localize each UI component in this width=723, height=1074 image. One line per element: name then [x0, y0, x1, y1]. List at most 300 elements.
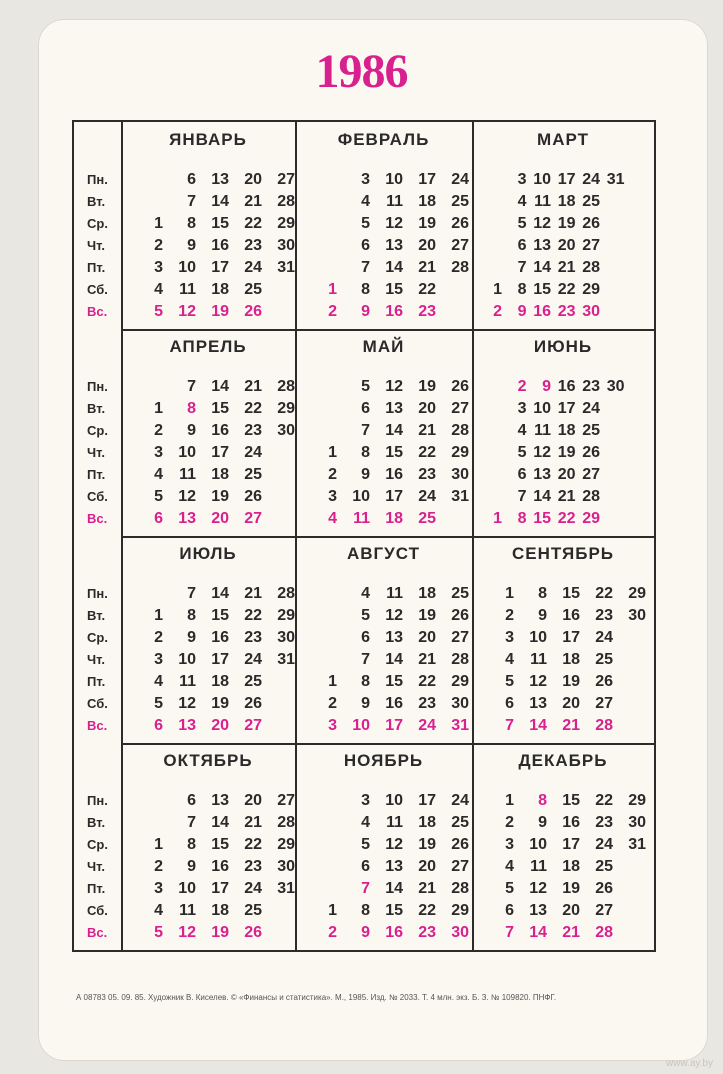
calendar-day: 23	[244, 629, 262, 646]
calendar-day: 26	[451, 607, 469, 624]
calendar-day: 5	[517, 444, 527, 461]
calendar-day: 3	[361, 171, 370, 188]
weekday-label: Ср.	[87, 216, 108, 231]
calendar-day: 12	[533, 215, 551, 232]
calendar-day: 30	[628, 607, 646, 624]
calendar-day: 30	[582, 303, 600, 320]
calendar-day: 17	[211, 259, 229, 276]
calendar-day: 27	[582, 237, 600, 254]
calendar-day: 16	[385, 466, 403, 483]
calendar-day: 9	[187, 858, 196, 875]
calendar-day: 18	[418, 814, 436, 831]
calendar-day: 27	[595, 902, 613, 919]
calendar-day: 27	[244, 717, 262, 734]
calendar-day: 1	[505, 792, 514, 809]
calendar-day: 3	[154, 444, 163, 461]
calendar-day: 21	[418, 651, 436, 668]
calendar-day: 6	[187, 792, 196, 809]
calendar-day: 17	[557, 400, 576, 417]
calendar-day: 15	[211, 836, 229, 853]
calendar-day: 24	[244, 880, 262, 897]
month-name: ОКТЯБРЬ	[163, 751, 253, 770]
calendar-day: 30	[277, 422, 295, 439]
calendar-day: 15	[385, 281, 403, 298]
calendar-day: 3	[517, 171, 527, 188]
calendar-day: 20	[211, 717, 229, 734]
calendar-day: 5	[517, 215, 527, 232]
calendar-day: 29	[451, 673, 469, 690]
calendar-day: 11	[179, 466, 196, 483]
calendar-day: 10	[352, 488, 370, 505]
calendar-day: 16	[562, 814, 580, 831]
month-name: ИЮНЬ	[533, 337, 593, 356]
grid-horizontal-line	[121, 536, 654, 538]
calendar-day: 6	[361, 858, 370, 875]
calendar-day: 28	[595, 924, 613, 941]
calendar-day: 4	[505, 858, 514, 875]
calendar-day: 26	[451, 836, 469, 853]
calendar-day: 19	[557, 444, 576, 461]
calendar-day: 8	[187, 836, 196, 853]
calendar-day: 21	[418, 259, 436, 276]
calendar-day: 28	[277, 378, 295, 395]
calendar-day: 14	[385, 880, 403, 897]
calendar-day: 7	[517, 259, 527, 276]
month-name: ИЮЛЬ	[179, 544, 237, 563]
calendar-day: 9	[538, 607, 547, 624]
calendar-day: 4	[154, 466, 163, 483]
calendar-day: 27	[277, 792, 295, 809]
calendar-day: 22	[418, 673, 436, 690]
calendar-day: 25	[582, 193, 600, 210]
calendar-day: 18	[557, 422, 576, 439]
weekday-label: Пт.	[87, 674, 106, 689]
calendar-day: 23	[244, 237, 262, 254]
calendar-day: 21	[557, 259, 576, 276]
calendar-day: 2	[154, 858, 163, 875]
weekday-label: Чт.	[87, 652, 105, 667]
calendar-day: 7	[187, 193, 196, 210]
calendar-day: 8	[517, 281, 527, 298]
calendar-day: 3	[505, 836, 514, 853]
calendar-day: 25	[244, 673, 262, 690]
calendar-day: 13	[533, 237, 551, 254]
calendar-day: 26	[244, 924, 262, 941]
calendar-day: 23	[418, 924, 436, 941]
calendar-day: 7	[505, 717, 514, 734]
calendar-day: 1	[154, 215, 163, 232]
calendar-day: 20	[418, 237, 436, 254]
calendar-day: 5	[154, 695, 163, 712]
weekday-label: Чт.	[87, 859, 105, 874]
calendar-day: 8	[538, 585, 547, 602]
calendar-day: 29	[582, 281, 600, 298]
calendar-day: 20	[244, 792, 262, 809]
calendar-day: 2	[505, 814, 514, 831]
month-name: МАРТ	[537, 130, 589, 149]
calendar-day: 8	[187, 215, 196, 232]
calendar-day: 30	[277, 629, 295, 646]
calendar-day: 22	[595, 585, 613, 602]
calendar-day: 3	[154, 651, 163, 668]
calendar-day: 8	[538, 792, 547, 809]
month-name: НОЯБРЬ	[343, 751, 424, 770]
month-name: СЕНТЯБРЬ	[511, 544, 615, 563]
calendar-day: 25	[451, 814, 469, 831]
calendar-day: 14	[533, 259, 551, 276]
calendar-day: 21	[244, 585, 262, 602]
calendar-day: 7	[517, 488, 527, 505]
calendar-day: 11	[534, 422, 551, 439]
calendar-day: 20	[418, 858, 436, 875]
calendar-day: 18	[562, 858, 580, 875]
calendar-day: 19	[418, 215, 436, 232]
calendar-day: 10	[352, 717, 370, 734]
calendar-day: 21	[418, 880, 436, 897]
calendar-day: 31	[606, 171, 625, 188]
calendar-day: 5	[361, 215, 370, 232]
calendar-day: 17	[385, 717, 403, 734]
calendar-day: 19	[211, 488, 229, 505]
calendar-day: 9	[187, 422, 196, 439]
calendar-day: 9	[361, 466, 370, 483]
calendar-day: 4	[154, 902, 163, 919]
calendar-grid	[72, 120, 656, 952]
calendar-day: 29	[451, 444, 469, 461]
calendar-day: 14	[385, 651, 403, 668]
weekday-label: Вс.	[87, 925, 108, 940]
calendar-day: 19	[418, 607, 436, 624]
calendar-day: 14	[385, 259, 403, 276]
calendar-day: 12	[178, 303, 196, 320]
calendar-day: 24	[451, 792, 469, 809]
calendar-day: 31	[277, 259, 295, 276]
calendar-day: 1	[493, 281, 502, 298]
calendar-day: 4	[154, 673, 163, 690]
calendar-day: 27	[595, 695, 613, 712]
calendar-day: 8	[517, 510, 527, 527]
calendar-day: 24	[451, 171, 469, 188]
calendar-day: 30	[606, 378, 625, 395]
calendar-day: 20	[557, 237, 576, 254]
calendar-day: 15	[211, 607, 229, 624]
calendar-day: 30	[451, 466, 469, 483]
calendar-day: 2	[154, 629, 163, 646]
calendar-day: 10	[533, 171, 551, 188]
calendar-day: 11	[530, 858, 547, 875]
calendar-day: 27	[451, 400, 469, 417]
calendar-day: 3	[517, 400, 527, 417]
calendar-day: 10	[178, 444, 196, 461]
calendar-day: 31	[451, 488, 469, 505]
calendar-day: 17	[418, 171, 436, 188]
calendar-day: 6	[154, 717, 163, 734]
calendar-day: 9	[361, 924, 370, 941]
calendar-day: 23	[418, 303, 436, 320]
calendar-day: 1	[328, 444, 337, 461]
calendar-day: 12	[385, 215, 403, 232]
calendar-day: 30	[451, 695, 469, 712]
weekday-label: Пн.	[87, 172, 108, 187]
calendar-day: 12	[529, 673, 547, 690]
calendar-day: 22	[244, 215, 262, 232]
calendar-day: 23	[244, 858, 262, 875]
calendar-day: 2	[328, 303, 337, 320]
calendar-day: 24	[244, 444, 262, 461]
calendar-day: 24	[244, 651, 262, 668]
calendar-day: 5	[154, 303, 163, 320]
calendar-day: 18	[418, 585, 436, 602]
calendar-day: 7	[361, 651, 370, 668]
calendar-day: 21	[562, 717, 580, 734]
calendar-day: 15	[562, 792, 580, 809]
calendar-day: 16	[385, 924, 403, 941]
calendar-day: 22	[244, 607, 262, 624]
weekday-label: Вс.	[87, 718, 108, 733]
calendar-day: 20	[418, 400, 436, 417]
calendar-day: 19	[418, 836, 436, 853]
calendar-day: 19	[562, 880, 580, 897]
calendar-day: 26	[244, 303, 262, 320]
calendar-day: 16	[385, 303, 403, 320]
calendar-day: 25	[582, 422, 600, 439]
calendar-day: 5	[154, 488, 163, 505]
calendar-day: 5	[361, 378, 370, 395]
weekday-label: Сб.	[87, 696, 108, 711]
calendar-day: 3	[505, 629, 514, 646]
calendar-day: 8	[361, 673, 370, 690]
weekday-label: Пн.	[87, 793, 108, 808]
weekday-label: Вт.	[87, 401, 106, 416]
calendar-day: 18	[211, 902, 229, 919]
calendar-day: 22	[244, 836, 262, 853]
calendar-day: 14	[529, 717, 547, 734]
calendar-day: 7	[361, 880, 370, 897]
calendar-day: 27	[451, 858, 469, 875]
calendar-day: 23	[582, 378, 600, 395]
calendar-day: 30	[277, 858, 295, 875]
calendar-day: 13	[385, 400, 403, 417]
calendar-day: 24	[418, 717, 436, 734]
calendar-day: 8	[361, 281, 370, 298]
calendar-day: 27	[582, 466, 600, 483]
calendar-day: 17	[211, 444, 229, 461]
calendar-day: 30	[277, 237, 295, 254]
calendar-day: 6	[187, 171, 196, 188]
calendar-day: 16	[211, 237, 229, 254]
calendar-day: 6	[505, 695, 514, 712]
calendar-day: 25	[244, 281, 262, 298]
calendar-day: 18	[211, 466, 229, 483]
calendar-day: 7	[187, 585, 196, 602]
calendar-day: 4	[505, 651, 514, 668]
calendar-day: 4	[154, 281, 163, 298]
calendar-day: 26	[451, 378, 469, 395]
calendar-day: 29	[451, 902, 469, 919]
calendar-day: 1	[328, 902, 337, 919]
calendar-day: 28	[582, 259, 600, 276]
calendar-day: 25	[451, 585, 469, 602]
calendar-day: 17	[562, 836, 580, 853]
calendar-day: 30	[628, 814, 646, 831]
calendar-day: 13	[385, 237, 403, 254]
calendar-day: 7	[505, 924, 514, 941]
calendar-day: 1	[154, 400, 163, 417]
calendar-day: 10	[385, 171, 403, 188]
calendar-day: 20	[211, 510, 229, 527]
calendar-day: 27	[451, 237, 469, 254]
calendar-day: 12	[529, 880, 547, 897]
calendar-day: 15	[211, 215, 229, 232]
month-name: ДЕКАБРЬ	[518, 751, 608, 770]
calendar-day: 4	[517, 193, 527, 210]
calendar-day: 1	[154, 836, 163, 853]
calendar-day: 28	[595, 717, 613, 734]
calendar-day: 20	[562, 902, 580, 919]
calendar-day: 4	[328, 510, 337, 527]
calendar-day: 10	[178, 880, 196, 897]
calendar-day: 10	[385, 792, 403, 809]
calendar-day: 29	[277, 215, 295, 232]
calendar-day: 24	[595, 629, 613, 646]
calendar-day: 5	[361, 607, 370, 624]
calendar-day: 19	[211, 924, 229, 941]
calendar-day: 27	[244, 510, 262, 527]
calendar-day: 16	[211, 629, 229, 646]
calendar-day: 16	[211, 422, 229, 439]
weekday-label: Пн.	[87, 379, 108, 394]
calendar-day: 17	[385, 488, 403, 505]
calendar-day: 7	[187, 814, 196, 831]
calendar-day: 18	[557, 193, 576, 210]
calendar-day: 12	[178, 695, 196, 712]
weekday-label: Сб.	[87, 282, 108, 297]
calendar-day: 4	[361, 814, 370, 831]
calendar-day: 19	[418, 378, 436, 395]
calendar-day: 3	[328, 717, 337, 734]
calendar-day: 13	[211, 792, 229, 809]
calendar-day: 8	[187, 400, 196, 417]
calendar-day: 24	[582, 400, 600, 417]
calendar-day: 31	[277, 651, 295, 668]
calendar-day: 26	[451, 215, 469, 232]
calendar-day: 26	[244, 488, 262, 505]
calendar-day: 13	[385, 858, 403, 875]
calendar-day: 13	[529, 695, 547, 712]
calendar-day: 2	[493, 303, 502, 320]
calendar-day: 9	[361, 303, 370, 320]
calendar-day: 11	[534, 193, 551, 210]
calendar-day: 12	[178, 488, 196, 505]
calendar-day: 12	[385, 378, 403, 395]
calendar-day: 3	[328, 488, 337, 505]
calendar-day: 30	[451, 924, 469, 941]
calendar-day: 25	[244, 466, 262, 483]
calendar-day: 4	[361, 585, 370, 602]
calendar-day: 20	[562, 695, 580, 712]
calendar-day: 6	[361, 400, 370, 417]
calendar-day: 29	[277, 607, 295, 624]
calendar-day: 16	[385, 695, 403, 712]
calendar-day: 6	[154, 510, 163, 527]
calendar-day: 22	[557, 281, 576, 298]
calendar-day: 9	[538, 814, 547, 831]
weekday-label: Ср.	[87, 423, 108, 438]
calendar-day: 11	[353, 510, 370, 527]
calendar-day: 13	[178, 717, 196, 734]
calendar-day: 25	[595, 858, 613, 875]
calendar-day: 5	[505, 673, 514, 690]
calendar-day: 3	[154, 259, 163, 276]
calendar-day: 24	[582, 171, 600, 188]
calendar-day: 17	[418, 792, 436, 809]
calendar-day: 21	[244, 193, 262, 210]
calendar-day: 2	[154, 237, 163, 254]
calendar-day: 5	[154, 924, 163, 941]
calendar-day: 9	[187, 237, 196, 254]
weekday-label: Сб.	[87, 903, 108, 918]
calendar-day: 7	[361, 259, 370, 276]
calendar-day: 2	[505, 607, 514, 624]
calendar-day: 21	[557, 488, 576, 505]
calendar-day: 24	[418, 488, 436, 505]
grid-horizontal-line	[121, 743, 654, 745]
weekday-label: Пн.	[87, 586, 108, 601]
month-name: АПРЕЛЬ	[169, 337, 247, 356]
calendar-day: 15	[211, 400, 229, 417]
calendar-day: 23	[595, 814, 613, 831]
calendar-day: 12	[533, 444, 551, 461]
calendar-day: 13	[211, 171, 229, 188]
calendar-day: 18	[418, 193, 436, 210]
calendar-day: 13	[385, 629, 403, 646]
calendar-day: 24	[244, 259, 262, 276]
calendar-day: 21	[562, 924, 580, 941]
calendar-day: 26	[244, 695, 262, 712]
calendar-day: 24	[595, 836, 613, 853]
calendar-day: 28	[451, 259, 469, 276]
calendar-day: 4	[517, 422, 527, 439]
calendar-day: 20	[557, 466, 576, 483]
calendar-day: 26	[582, 215, 600, 232]
calendar-day: 28	[582, 488, 600, 505]
calendar-day: 16	[533, 303, 551, 320]
calendar-day: 17	[211, 651, 229, 668]
calendar-day: 23	[418, 695, 436, 712]
calendar-day: 6	[361, 629, 370, 646]
calendar-day: 11	[179, 902, 196, 919]
calendar-day: 29	[277, 836, 295, 853]
calendar-day: 11	[179, 281, 196, 298]
calendar-day: 9	[542, 378, 551, 395]
calendar-day: 7	[361, 422, 370, 439]
calendar-day: 16	[557, 378, 576, 395]
calendar-day: 23	[595, 607, 613, 624]
calendar-day: 31	[628, 836, 646, 853]
weekday-label: Вс.	[87, 304, 108, 319]
weekday-label: Вт.	[87, 608, 106, 623]
calendar-day: 9	[517, 303, 527, 320]
calendar-day: 5	[505, 880, 514, 897]
weekday-label: Чт.	[87, 238, 105, 253]
weekday-label: Вс.	[87, 511, 108, 526]
calendar-day: 13	[533, 466, 551, 483]
calendar-day: 19	[211, 695, 229, 712]
calendar-day: 20	[244, 171, 262, 188]
calendar-day: 8	[187, 607, 196, 624]
calendar-day: 7	[187, 378, 196, 395]
calendar-day: 19	[557, 215, 576, 232]
